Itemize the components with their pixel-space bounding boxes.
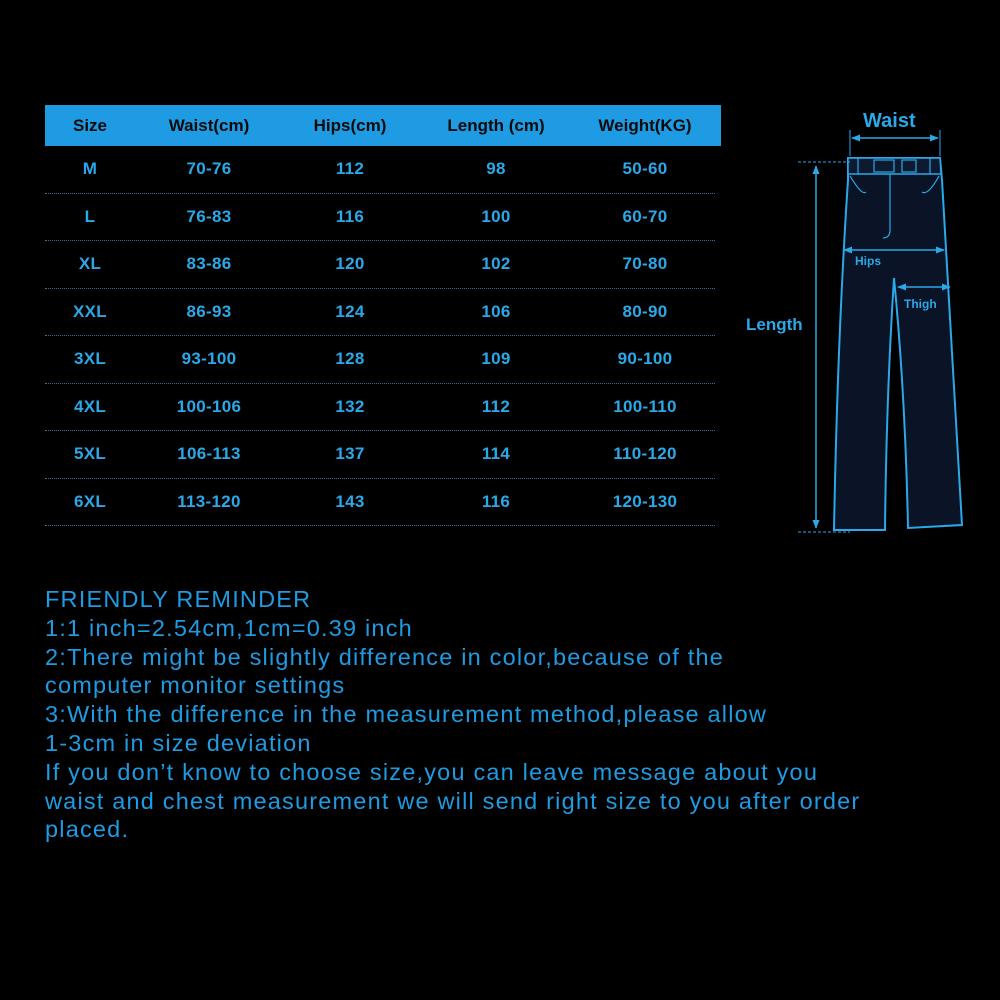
cell-hips: 116 — [335, 206, 365, 226]
thigh-label: Thigh — [904, 297, 937, 311]
cell-weight: 50-60 — [622, 159, 668, 179]
cell-size: 6XL — [73, 491, 107, 511]
reminder-line: 3:With the difference in the measurement method,please allow — [45, 701, 768, 728]
length-label: Length — [746, 315, 803, 334]
header-size: Size — [72, 115, 108, 135]
table-row — [45, 336, 715, 384]
reminder-line: placed. — [45, 816, 130, 843]
cell-length: 116 — [481, 491, 511, 511]
table-row — [45, 194, 715, 242]
reminder-line: 1-3cm in size deviation — [45, 729, 312, 756]
size-chart-table — [45, 105, 715, 526]
cell-waist: 106-113 — [177, 444, 241, 464]
table-row — [45, 146, 715, 194]
waist-label: Waist — [863, 110, 916, 132]
cell-waist: 93-100 — [181, 349, 237, 369]
header-waist: Waist(cm) — [168, 115, 250, 135]
cell-hips: 137 — [335, 444, 365, 464]
hips-label: Hips — [855, 254, 882, 268]
cell-size: 4XL — [73, 396, 107, 416]
cell-hips: 124 — [335, 301, 365, 321]
cell-hips: 128 — [335, 349, 365, 369]
table-header-row — [45, 105, 721, 146]
reminder-line: computer monitor settings — [45, 672, 346, 699]
cell-waist: 100-106 — [176, 396, 242, 416]
cell-hips: 112 — [335, 159, 365, 179]
cell-size: 5XL — [73, 444, 107, 464]
cell-hips: 143 — [335, 491, 365, 511]
reminder-title: FRIENDLY REMINDER — [45, 586, 312, 612]
cell-waist: 83-86 — [186, 254, 232, 274]
table-row — [45, 479, 715, 527]
table-row — [45, 384, 715, 432]
header-weight: Weight(KG) — [598, 115, 692, 135]
cell-length: 102 — [481, 254, 511, 274]
cell-weight: 70-80 — [622, 254, 668, 274]
reminder-line: 1:1 inch=2.54cm,1cm=0.39 inch — [45, 614, 413, 641]
cell-weight: 120-130 — [612, 491, 678, 511]
table-row — [45, 431, 715, 479]
cell-hips: 132 — [335, 396, 365, 416]
cell-weight: 60-70 — [622, 206, 668, 226]
cell-length: 106 — [481, 301, 511, 321]
pants-measurement-diagram — [740, 100, 980, 550]
cell-size: M — [82, 159, 98, 179]
friendly-reminder — [45, 585, 975, 844]
cell-size: 3XL — [73, 349, 107, 369]
cell-weight: 100-110 — [613, 396, 677, 416]
reminder-line: waist and chest measurement we will send right size to you after order — [45, 787, 861, 814]
pants-shape — [834, 158, 962, 530]
cell-weight: 80-90 — [622, 301, 668, 321]
cell-size: XXL — [73, 301, 107, 321]
header-hips: Hips(cm) — [313, 115, 387, 135]
table-row — [45, 289, 715, 337]
reminder-line: If you don’t know to choose size,you can leave message about you — [45, 758, 819, 785]
cell-size: L — [84, 206, 96, 226]
cell-size: XL — [78, 254, 102, 274]
cell-length: 109 — [481, 349, 511, 369]
cell-length: 98 — [486, 159, 506, 179]
reminder-line: 2:There might be slightly difference in color,because of the — [45, 643, 725, 670]
cell-waist: 70-76 — [186, 159, 232, 179]
cell-waist: 113-120 — [177, 491, 241, 511]
cell-length: 112 — [481, 396, 511, 416]
cell-length: 100 — [481, 206, 511, 226]
table-row — [45, 241, 715, 289]
cell-weight: 90-100 — [617, 349, 673, 369]
cell-hips: 120 — [335, 254, 365, 274]
cell-waist: 86-93 — [186, 301, 232, 321]
header-length: Length (cm) — [447, 115, 545, 135]
cell-weight: 110-120 — [613, 444, 677, 464]
cell-waist: 76-83 — [186, 206, 232, 226]
cell-length: 114 — [481, 444, 511, 464]
